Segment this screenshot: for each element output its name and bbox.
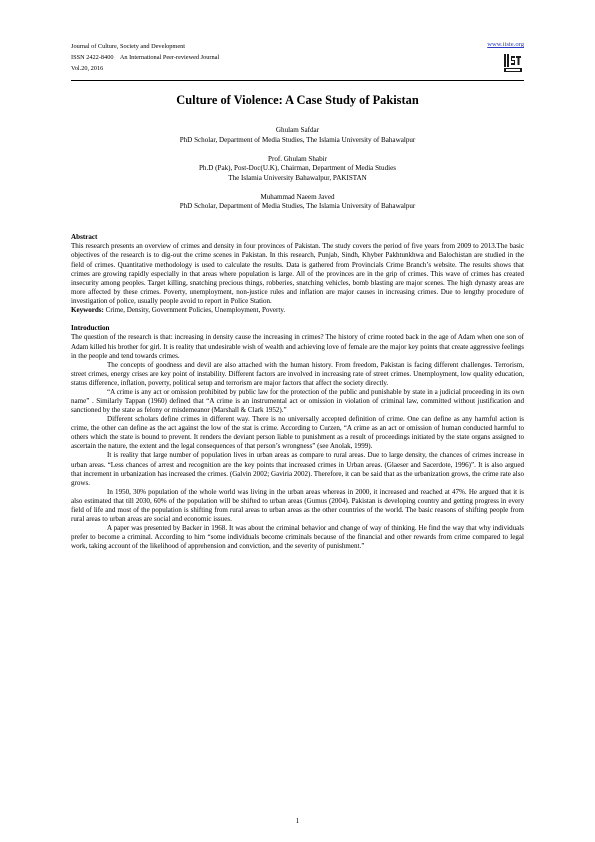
journal-name: Journal of Culture, Society and Development bbox=[71, 43, 186, 50]
iiste-logo-icon bbox=[503, 53, 523, 73]
intro-paragraph: “A crime is any act or omission prohibited by public law for the protection of the public and punishable by state in a judicial proceeding in its own name” . Similarly Tappan (1960) defined that “A crime is an instrumental act or omission in violation of criminal law, committed without justification and sanctioned by the state as felony or misdemeanor (Marshall & Clark 1952).” bbox=[71, 387, 524, 415]
abstract-text: This research presents an overview of crimes and density in four provinces of Pakistan. The study covers the period of five years from 2009 to 2013.The basic objectives of the research is to dig-out the crime scenes in Pakistan. In this research, Punjab, Sindh, Khyber Pakhtunkhwa and Balochistan are studied in the field of crimes. Quantitative methodology is used to calculate the results. Data is gathered from Provincials Crime Branch’s website. The results shows that crimes are growing rapidly especially in that areas where population is large. All of the provinces are in the grip of crimes. This wave of crimes has created insecurity among peoples. Target killing, snatching precious things, robberies, snatching vehicles, bomb blasting are major scenes. The high dynasty areas are more affected by these crimes. Poverty, unemployment, non-justice rules and inflation are major causes in increasing crimes. Due to lengthy procedure of investigation of police, usually people avoid to report in Police Station. bbox=[71, 242, 524, 305]
journal-issn: ISSN 2422-8400 bbox=[71, 54, 114, 62]
journal-header bbox=[71, 41, 219, 75]
author-block bbox=[71, 126, 524, 221]
abstract-heading: Abstract bbox=[71, 233, 98, 241]
author-affiliation: The Islamia University Bahawalpur, PAKISTAN bbox=[228, 173, 367, 182]
intro-paragraph: The question of the research is that: increasing in density cause the increasing in crimes? The history of crime rooted back in the age of Adam when one son of Adam killed his brother for girl. It is reality that undesirable wish of wealth and achieving love of female are the major key points that create aggressive feelings in the people and tend towards crimes. bbox=[71, 333, 524, 360]
author-name: Ghulam Safdar bbox=[275, 126, 320, 134]
author-name: Prof. Ghulam Shabir bbox=[268, 154, 327, 163]
author-name: Muhammad Naeem Javed bbox=[260, 192, 335, 201]
intro-paragraph: It is reality that large number of population lives in urban areas as compare to rural areas. Due to large density, the chances of crimes increase in urban areas. “Less chances of arrest and recognition are the key points that increased crimes in Urban areas. (Glaeser and Sacerdote, 1996)”. It is also argued that increment in urbanization has increased the crimes. (Galvin 2002; Gaviria 2002). Therefore, it can be said that as the urbanization grows, the crime rate also grows. bbox=[71, 451, 524, 487]
page-number: 1 bbox=[295, 816, 300, 825]
introduction-heading: Introduction bbox=[71, 324, 110, 333]
journal-review: An International Peer-reviewed Journal bbox=[119, 54, 220, 62]
author-affiliation: Ph.D (Pak), Post-Doc(U.K), Chairman, Department of Media Studies bbox=[198, 164, 396, 173]
keywords-line bbox=[71, 306, 524, 315]
intro-paragraph: Different scholars define crimes in different way. There is no universally accepted definition of crime. One can define as any harmful action is crime, the other can define as the act against the low of the stat is crime. According to Curzen, “A crime as an act or omission of human conducted harmful to others which the state is bound to prevent. It renders the deviant person liable to punishment as a result of proceedings initiated by the state organs assigned to ascertain the nature, the extent and the legal consequences of that person’s wrongness” (see Anolak, 1999). bbox=[71, 415, 524, 451]
header-divider bbox=[71, 80, 524, 81]
intro-paragraph: The concepts of goodness and devil are also attached with the human history. From freedom, Pakistan is facing different challenges. Terrorism, street crimes, energy crises are key point of instability. Different factors are involved in increasing rate of street crimes. Unemployment, low quality education, status difference, inflation, poverty, political setup and terrorism are major factors that affect the society directly. bbox=[71, 360, 524, 387]
keywords-list: Crime, Density, Government Policies, Unemployment, Poverty. bbox=[103, 305, 286, 314]
intro-paragraph: A paper was presented by Backer in 1968. It was about the criminal behavior and change of way of thinking. He find the way that why individuals prefer to become a criminal. According to him “some individuals become criminals because of the financial and other rewards from crime compared to legal work, taking account of the likelihood of apprehension and conviction, and the severity of punishment.” bbox=[71, 524, 524, 551]
journal-volume: Vol.20, 2016 bbox=[71, 65, 104, 73]
journal-issn-line bbox=[71, 52, 219, 63]
author-entry bbox=[71, 126, 524, 145]
paper-title: Culture of Violence: A Case Study of Pakistan bbox=[176, 93, 419, 107]
author-affiliation: PhD Scholar, Department of Media Studies, The Islamia University of Bahawalpur bbox=[179, 202, 416, 211]
author-entry bbox=[71, 155, 524, 184]
author-affiliation: PhD Scholar, Department of Media Studies, The Islamia University of Bahawalpur bbox=[179, 135, 416, 144]
keywords-label: Keywords: bbox=[71, 305, 104, 314]
paper-body bbox=[71, 233, 524, 551]
journal-url-link[interactable]: www.iiste.org bbox=[487, 41, 524, 48]
author-entry bbox=[71, 193, 524, 212]
intro-paragraph: In 1950, 30% population of the whole world was living in the urban areas whereas in 2000, it increased and reached at 47%. He argued that it is also estimated that till 2030, 60% of the population will be shifted to urban areas (Gumus (2004). Pakistan is developing country and getting progress in every field of life and most of the population is shifting from rural areas to urban areas as the other countries of the world. The basic reasons of shifting people from rural areas to urban areas are social and economic issues. bbox=[71, 487, 524, 523]
